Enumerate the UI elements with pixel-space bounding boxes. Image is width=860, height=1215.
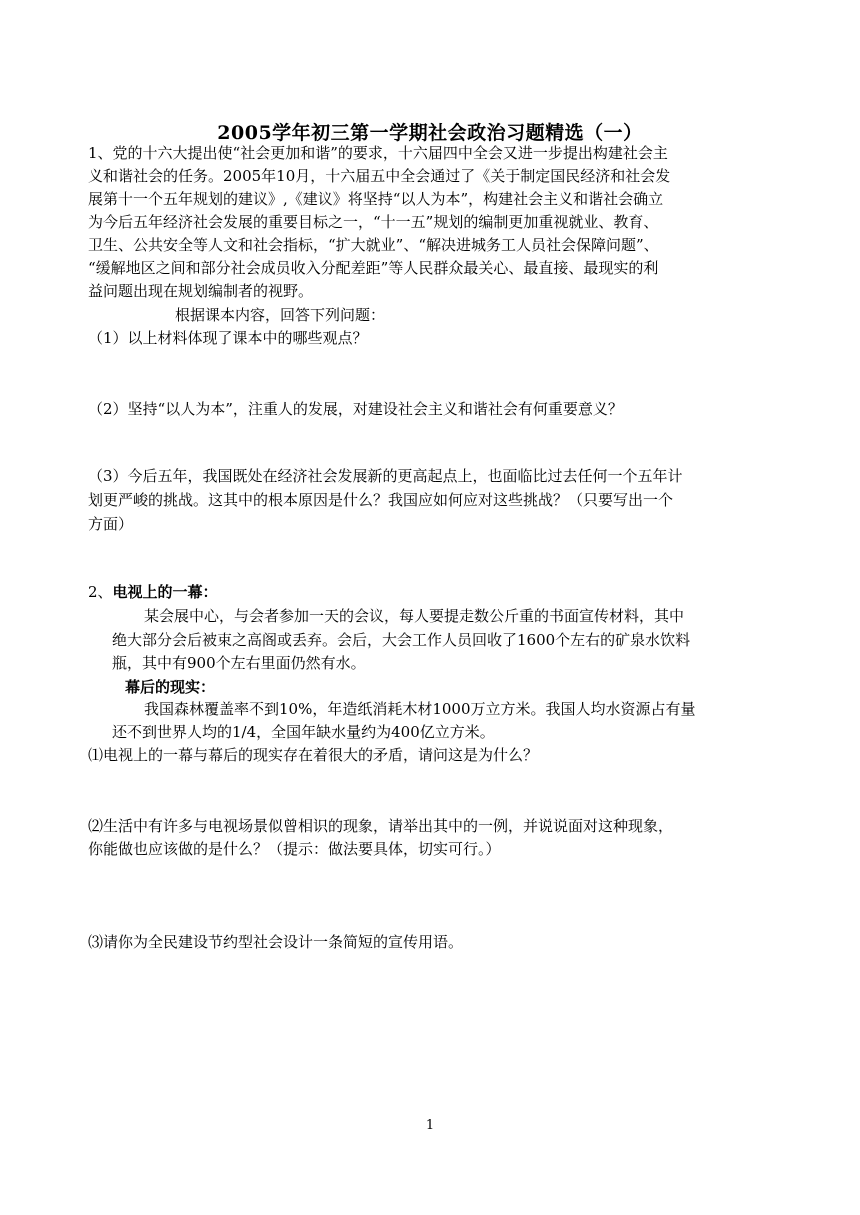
q2-subquestion-2-line: 你能做也应该做的是什么？（提示：做法要具体，切实可行。） [88,840,501,858]
q1-subquestion-1: （1）以上材料体现了课本中的哪些观点？ [88,329,368,347]
q1-material-line: 卫生、公共安全等人文和社会指标，“扩大就业”、“解决进城务工人员社会保障问题”、 [88,236,659,254]
q1-subquestion-3-line: 划更严峻的挑战。这其中的根本原因是什么？我国应如何应对这些挑战？（只要写出一个 [88,491,674,509]
q2-reality-heading: 幕后的现实： [125,678,216,696]
q1-subquestion-2: （2）坚持“以人为本”，注重人的发展，对建设社会主义和谐社会有何重要意义？ [88,400,623,418]
q1-material-line: 益问题出现在规划编制者的视野。 [88,282,314,300]
q2-subquestion-3: ⑶请你为全民建设节约型社会设计一条简短的宣传用语。 [88,933,464,951]
page-number: 1 [425,1118,435,1133]
page-title: 2005学年初三第一学期社会政治习题精选（一） [217,122,643,144]
q1-material-line: 为今后五年经济社会发展的重要目标之一，“十一五”规划的编制更加重视就业、教育、 [88,213,659,231]
q1-subquestion-3-line: 方面） [88,515,134,533]
q1-material-line: 义和谐社会的任务。2005年10月，十六届五中全会通过了《关于制定国民经济和社会发 [88,167,671,185]
q2-reality-line: 我国森林覆盖率不到10%，年造纸消耗木材1000万立方米。我国人均水资源占有量 [144,700,696,718]
q2-scene-line: 绝大部分会后被束之高阁或丢弃。会后，大会工作人员回收了1600个左右的矿泉水饮料 [112,631,691,649]
q2-scene-line: 某会展中心，与会者参加一天的会议，每人要提走数公斤重的书面宣传材料，其中 [144,607,685,625]
q1-material-line: 展第十一个五年规划的建议》,《建议》将坚持“以人为本”，构建社会主义和谐社会确立 [88,190,664,208]
q1-instruction: 根据课本内容，回答下列问题： [175,306,386,324]
q1-material-line: 1、党的十六大提出使“社会更加和谐”的要求，十六届四中全会又进一步提出构建社会主 [88,144,668,162]
q2-subquestion-1: ⑴电视上的一幕与幕后的现实存在着很大的矛盾，请问这是为什么？ [88,746,539,764]
q2-heading [88,581,218,603]
q1-material-line: “缓解地区之间和部分社会成员收入分配差距”等人民群众最关心、最直接、最现实的利 [88,259,659,277]
q2-tv-scene-heading: 电视上的一幕： [112,583,218,601]
q2-scene-line: 瓶，其中有900个左右里面仍然有水。 [112,654,366,672]
q2-reality-line: 还不到世界人均的1/4，全国年缺水量约为400亿立方米。 [112,723,495,741]
q1-subquestion-3-line: （3）今后五年，我国既处在经济社会发展新的更高起点上，也面临比过去任何一个五年计 [88,467,683,485]
q2-subquestion-2-line: ⑵生活中有许多与电视场景似曾相识的现象，请举出其中的一例，并说说面对这种现象， [88,817,674,835]
q2-number: 2、 [88,583,113,601]
